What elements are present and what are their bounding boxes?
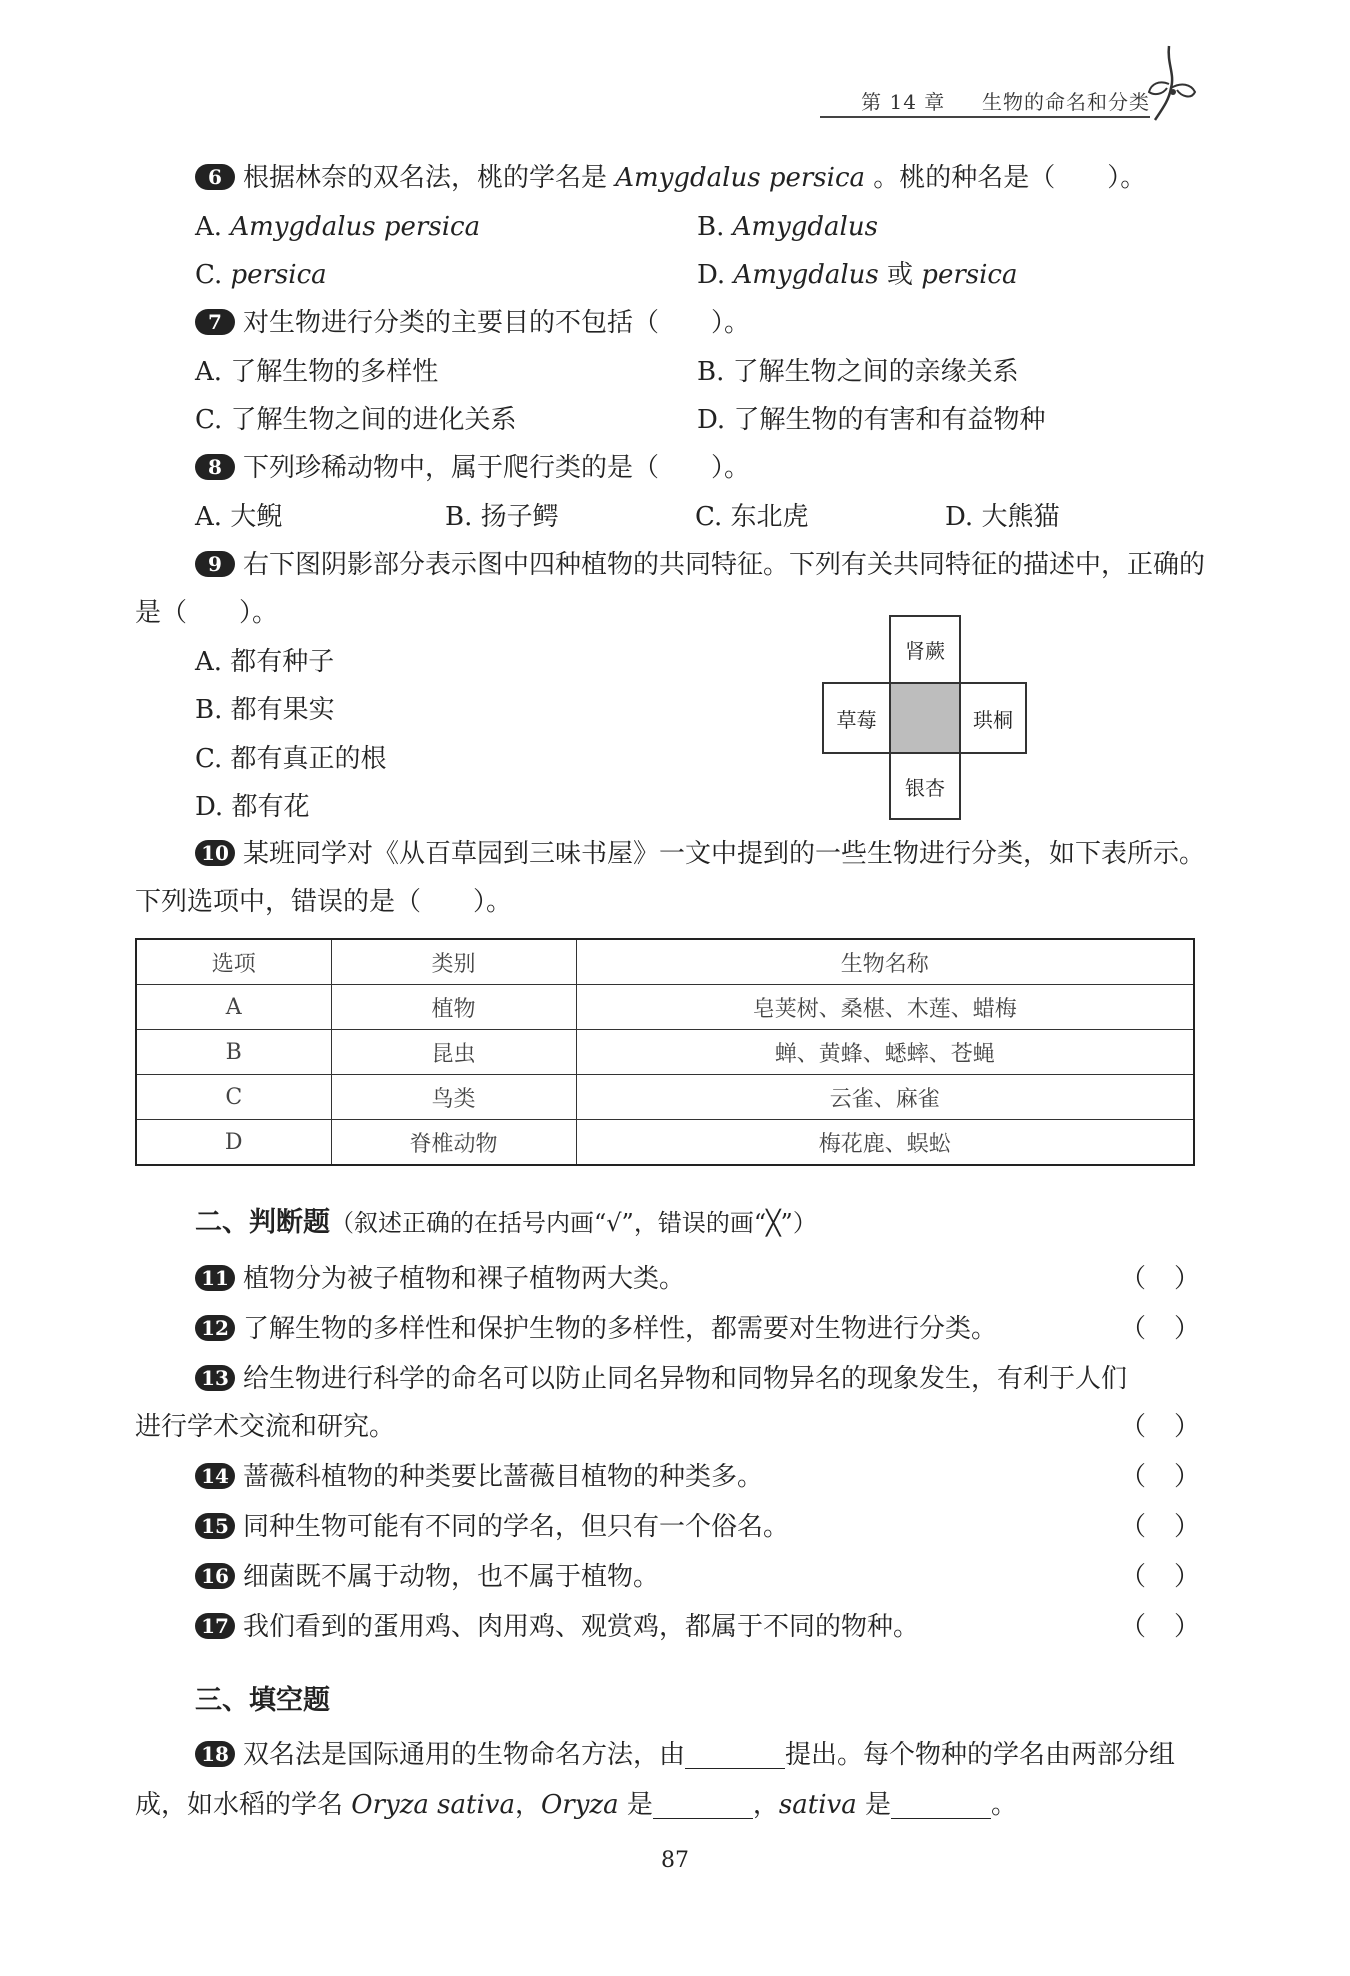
table-cell: B [136, 1030, 331, 1075]
option-d: D. 都有花 [195, 792, 310, 822]
question-text: 了解生物的多样性和保护生物的多样性，都需要对生物进行分类。 [243, 1314, 998, 1344]
question-text: 根据林奈的双名法，桃的学名是 [243, 163, 616, 193]
table-header: 选项 [136, 939, 331, 985]
option-c: C. 了解生物之间的进化关系 [195, 405, 517, 435]
question-text: 给生物进行科学的命名可以防止同名异物和同物异名的现象发生，有利于人们进行学术交流和研究。 [135, 1364, 1128, 1442]
question-text: 下列珍稀动物中，属于爬行类的是（ ）。 [243, 453, 751, 483]
question-number: 18 [195, 1741, 235, 1767]
answer-parentheses[interactable]: （ ） [1120, 1562, 1200, 1592]
ornament-icon [1145, 44, 1201, 128]
table-cell: 昆虫 [331, 1030, 576, 1075]
answer-parentheses[interactable]: （ ） [1120, 1462, 1200, 1492]
table-cell: 云雀、麻雀 [576, 1075, 1194, 1120]
question-text: 。桃的种名是（ ）。 [865, 163, 1147, 193]
diagram-bottom-cell: 银杏 [889, 752, 961, 820]
option-c: C. persica [195, 260, 327, 290]
header-rule [820, 116, 1150, 118]
blank-2[interactable] [653, 1788, 753, 1819]
option-c: C. 东北虎 [695, 502, 809, 532]
table-cell: 蝉、黄蜂、蟋蟀、苍蝇 [576, 1030, 1194, 1075]
table-row [136, 1120, 1194, 1166]
question-number: 9 [195, 551, 235, 577]
diagram-right-cell: 珙桐 [959, 682, 1027, 754]
page-number: 87 [661, 1848, 689, 1873]
table-header-row [136, 939, 1194, 985]
question-text: 某班同学对《从百草园到三味书屋》一文中提到的一些生物进行分类，如下表所示。下列选项中，错误的是（ ）。 [135, 839, 1206, 917]
question-number: 15 [195, 1513, 235, 1539]
question-number: 16 [195, 1563, 235, 1589]
chapter-title: 生物的命名和分类 [982, 90, 1150, 114]
table-row [136, 1075, 1194, 1120]
question-number: 12 [195, 1315, 235, 1341]
answer-parentheses[interactable]: （ ） [1120, 1612, 1200, 1642]
question-7 [195, 299, 1205, 347]
latin-name: Amygdalus persica [615, 163, 866, 193]
table-cell: C [136, 1075, 331, 1120]
section-note: （叙述正确的在括号内画“√”，错误的画“╳”） [330, 1209, 817, 1237]
question-text: 细菌既不属于动物，也不属于植物。 [243, 1562, 660, 1592]
option-a: A. 了解生物的多样性 [195, 357, 439, 387]
option-b: B. Amygdalus [697, 212, 878, 242]
question-text: 我们看到的蛋用鸡、肉用鸡、观赏鸡，都属于不同的物种。 [243, 1612, 920, 1642]
classification-table [135, 938, 1195, 1166]
table-cell: 皂荚树、桑椹、木莲、蜡梅 [576, 985, 1194, 1030]
question-6 [195, 154, 1205, 202]
diagram-left-cell: 草莓 [822, 682, 891, 754]
question-16 [195, 1553, 1145, 1601]
table-cell: 梅花鹿、蜈蚣 [576, 1120, 1194, 1166]
question-11 [195, 1255, 1145, 1303]
option-c: C. 都有真正的根 [195, 744, 387, 774]
question-14 [195, 1453, 1145, 1501]
question-number: 8 [195, 454, 235, 480]
question-18: 18 双名法是国际通用的生物命名方法，由 提出。每个物种的学名由两部分组成，如水稻的学名 Oryza sativa，Oryza 是 ，sativa 是 。 [135, 1740, 1176, 1820]
option-b: B. 扬子鳄 [445, 502, 559, 532]
diagram-shaded-center [889, 682, 961, 754]
answer-parentheses[interactable]: （ ） [1120, 1264, 1200, 1294]
blank-3[interactable] [891, 1788, 991, 1819]
question-text: 对生物进行分类的主要目的不包括（ ）。 [243, 308, 751, 338]
question-15 [195, 1503, 1145, 1551]
table-row [136, 1030, 1194, 1075]
question-number: 17 [195, 1613, 235, 1639]
question-10 [135, 830, 1205, 926]
section-heading-judgement [195, 1200, 817, 1239]
plant-diagram [822, 615, 1027, 820]
table-cell: A [136, 985, 331, 1030]
question-text: 植物分为被子植物和裸子植物两大类。 [243, 1264, 686, 1294]
section-title: 二、判断题 [195, 1207, 330, 1238]
chapter-number: 第 14 章 [861, 90, 946, 114]
table-header: 生物名称 [576, 939, 1194, 985]
option-d: D. 大熊猫 [945, 502, 1060, 532]
section-heading-fill-blank: 三、填空题 [195, 1685, 330, 1716]
question-text: 右下图阴影部分表示图中四种植物的共同特征。下列有关共同特征的描述中，正确的是（ ）。 [135, 550, 1206, 628]
question-text: 蔷薇科植物的种类要比蔷薇目植物的种类多。 [243, 1462, 764, 1492]
option-d: D. 了解生物的有害和有益物种 [697, 405, 1046, 435]
question-number: 11 [195, 1265, 235, 1291]
page-header [861, 86, 1150, 115]
option-a: A. Amygdalus persica [195, 212, 481, 242]
answer-parentheses[interactable]: （ ） [1120, 1412, 1200, 1442]
option-a: A. 都有种子 [195, 647, 335, 677]
question-8 [195, 444, 1205, 492]
table-cell: 鸟类 [331, 1075, 576, 1120]
question-number: 13 [195, 1365, 235, 1391]
question-number: 14 [195, 1463, 235, 1489]
question-number: 10 [195, 840, 235, 866]
question-9 [135, 541, 1205, 637]
question-17 [195, 1603, 1145, 1651]
diagram-top-cell: 肾蕨 [889, 615, 961, 684]
answer-parentheses[interactable]: （ ） [1120, 1314, 1200, 1344]
table-cell: D [136, 1120, 331, 1166]
option-d: D. Amygdalus 或 persica [697, 260, 1018, 290]
answer-parentheses[interactable]: （ ） [1120, 1512, 1200, 1542]
option-b: B. 都有果实 [195, 695, 335, 725]
option-a: A. 大鲵 [195, 502, 283, 532]
table-cell: 脊椎动物 [331, 1120, 576, 1166]
table-cell: 植物 [331, 985, 576, 1030]
option-b: B. 了解生物之间的亲缘关系 [697, 357, 1019, 387]
question-12 [195, 1305, 1145, 1353]
question-number: 7 [195, 309, 235, 335]
table-row [136, 985, 1194, 1030]
blank-1[interactable] [685, 1738, 785, 1769]
table-header: 类别 [331, 939, 576, 985]
question-13 [135, 1355, 1135, 1451]
question-text: 同种生物可能有不同的学名，但只有一个俗名。 [243, 1512, 790, 1542]
question-number: 6 [195, 164, 235, 190]
